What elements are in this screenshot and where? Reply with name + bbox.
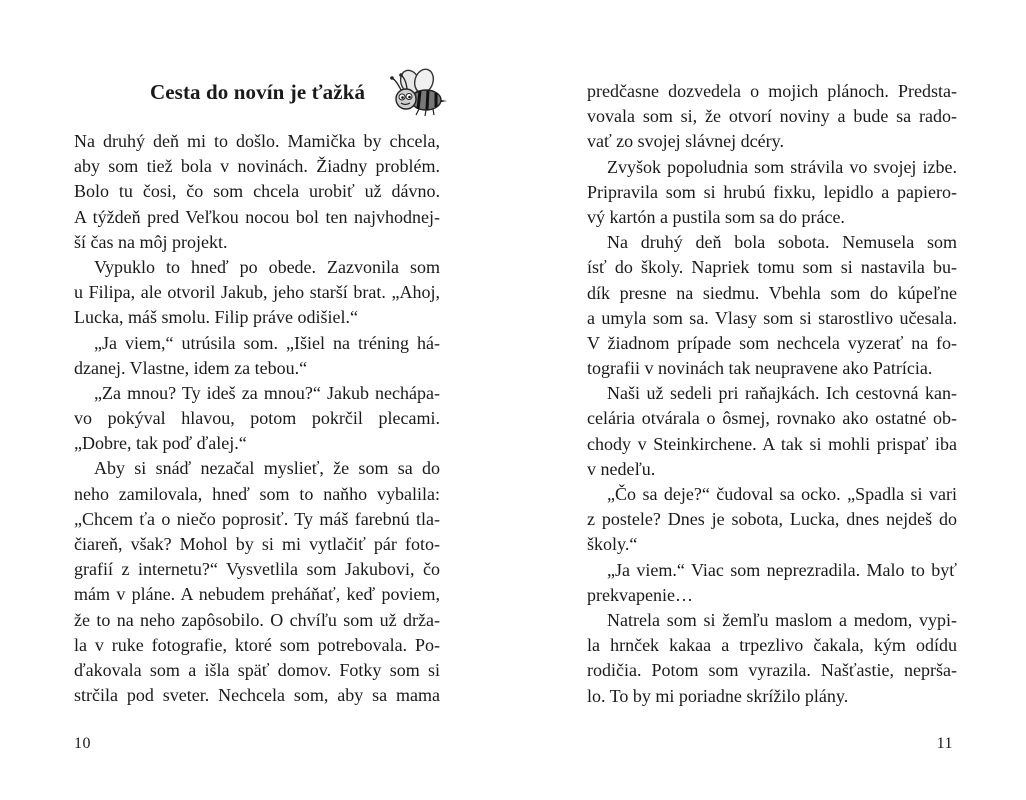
text-line: Pripravila som si hrubú fixku, lepidlo a papiero- xyxy=(587,181,957,202)
text-line: „Za mnou? Ty ideš za mnou?“ Jakub nechápa- xyxy=(94,382,440,403)
text-line: aby som tiež bola v novinách. Žiadny problém. xyxy=(74,156,440,177)
text-line: Naši už sedeli pri raňajkách. Ich cestovná kan- xyxy=(607,383,957,404)
text-line: ší čas na môj projekt. xyxy=(74,231,228,252)
page-number-right: 11 xyxy=(936,735,953,752)
text-line: dík presne na siedmu. Vbehla som do kúpeľne xyxy=(587,282,957,303)
text-line: Na druhý deň bola sobota. Nemusela som xyxy=(607,232,957,253)
text-line: že to na neho zapôsobilo. O chvíľu som už drža- xyxy=(74,609,440,630)
text-line: Aby si snáď nezačal myslieť, že som sa do xyxy=(94,458,440,479)
text-line: Na druhý deň mi to došlo. Mamička by chcela, xyxy=(74,131,440,151)
bee-icon xyxy=(386,68,450,118)
text-line: „Ja viem,“ utrúsila som. „Išiel na tréning há- xyxy=(94,332,440,353)
text-line: z postele? Dnes je sobota, Lucka, dnes nejdeš do xyxy=(587,509,957,530)
text-line: prekvapenie… xyxy=(587,584,693,605)
text-line: „Chcem ťa o niečo poprosiť. Ty máš farebnú tla- xyxy=(74,508,440,529)
text-line: lo. To by mi poriadne skrížilo plány. xyxy=(587,685,849,706)
text-line: predčasne dozvedela o mojich plánoch. Predsta- xyxy=(587,81,957,101)
text-line: u Filipa, ale otvoril Jakub, jeho starší brat. „Ahoj, xyxy=(74,282,440,303)
page-number-left: 10 xyxy=(74,735,91,752)
text-line: la v ruke fotografie, ktoré som potrebovala. Po- xyxy=(74,634,440,655)
chapter-heading xyxy=(150,68,460,118)
text-line: ďakovala som a išla späť domov. Fotky som si xyxy=(74,659,440,680)
text-line: Natrela som si žemľu maslom a medom, vypi- xyxy=(607,609,957,630)
text-line: Bolo tu čosi, čo som chcela urobiť už dávno. xyxy=(74,181,440,202)
text-line: A týždeň pred Veľkou nocou bol ten najvhodnej- xyxy=(74,206,440,227)
text-line: „Dobre, tak poď ďalej.“ xyxy=(74,433,247,454)
text-line: Zvyšok popoludnia som strávila vo svojej izbe. xyxy=(607,156,957,177)
text-line: vo pokýval hlavou, potom pokrčil plecami. xyxy=(74,408,440,429)
right-text-column xyxy=(587,79,957,709)
text-line: Vypuklo to hneď po obede. Zazvonila som xyxy=(94,256,440,277)
right-page xyxy=(513,0,1026,800)
text-line: rodičia. Potom som vyrazila. Našťastie, neprša- xyxy=(587,660,957,681)
text-line: neho zamilovala, hneď som to naňho vybalila: xyxy=(74,483,440,504)
text-line: V žiadnom prípade som nechcela vyzerať na fo- xyxy=(587,332,957,353)
text-line: grafií z internetu?“ Vysvetlila som Jakubovi, čo xyxy=(74,559,440,580)
text-line: v nedeľu. xyxy=(587,458,656,479)
text-line: a umyla som sa. Vlasy som si starostlivo učesala. xyxy=(587,307,957,328)
text-line: celária otvárala o ôsmej, rovnako ako ostatné ob- xyxy=(587,408,957,429)
text-line: chody v Steinkirchene. A tak si mohli prispať iba xyxy=(587,433,957,454)
text-line: strčila pod sveter. Nechcela som, aby sa mama xyxy=(74,685,440,706)
text-line: ísť do školy. Napriek tomu som si nastavila bu- xyxy=(587,257,957,278)
text-line: Lucka, máš smolu. Filip práve odišiel.“ xyxy=(74,307,358,328)
text-line: tografii v novinách tak neupravene ako Patrícia. xyxy=(587,358,933,379)
text-line: školy.“ xyxy=(587,534,638,555)
text-line: vať zo svojej slávnej dcéry. xyxy=(587,131,784,152)
left-text-column xyxy=(74,129,440,708)
text-line: čiareň, však? Mohol by si mi vytlačiť pár foto- xyxy=(74,534,440,554)
text-line: la hrnček kakaa a trpezlivo čakala, kým odídu xyxy=(587,635,957,656)
text-line: vovala som si, že otvorí noviny a bude sa rado- xyxy=(587,106,957,127)
chapter-title: Cesta do novín je ťažká xyxy=(150,80,366,104)
text-line: vý kartón a pustila som sa do práce. xyxy=(587,206,845,227)
text-line: „Čo sa deje?“ čudoval sa ocko. „Spadla si vari xyxy=(607,484,957,504)
text-line: mám v pláne. A nebudem preháňať, keď poviem, xyxy=(74,584,440,605)
text-line: „Ja viem.“ Viac som neprezradila. Malo to byť xyxy=(607,559,957,580)
text-line: dzanej. Vlastne, idem za tebou.“ xyxy=(74,357,308,378)
